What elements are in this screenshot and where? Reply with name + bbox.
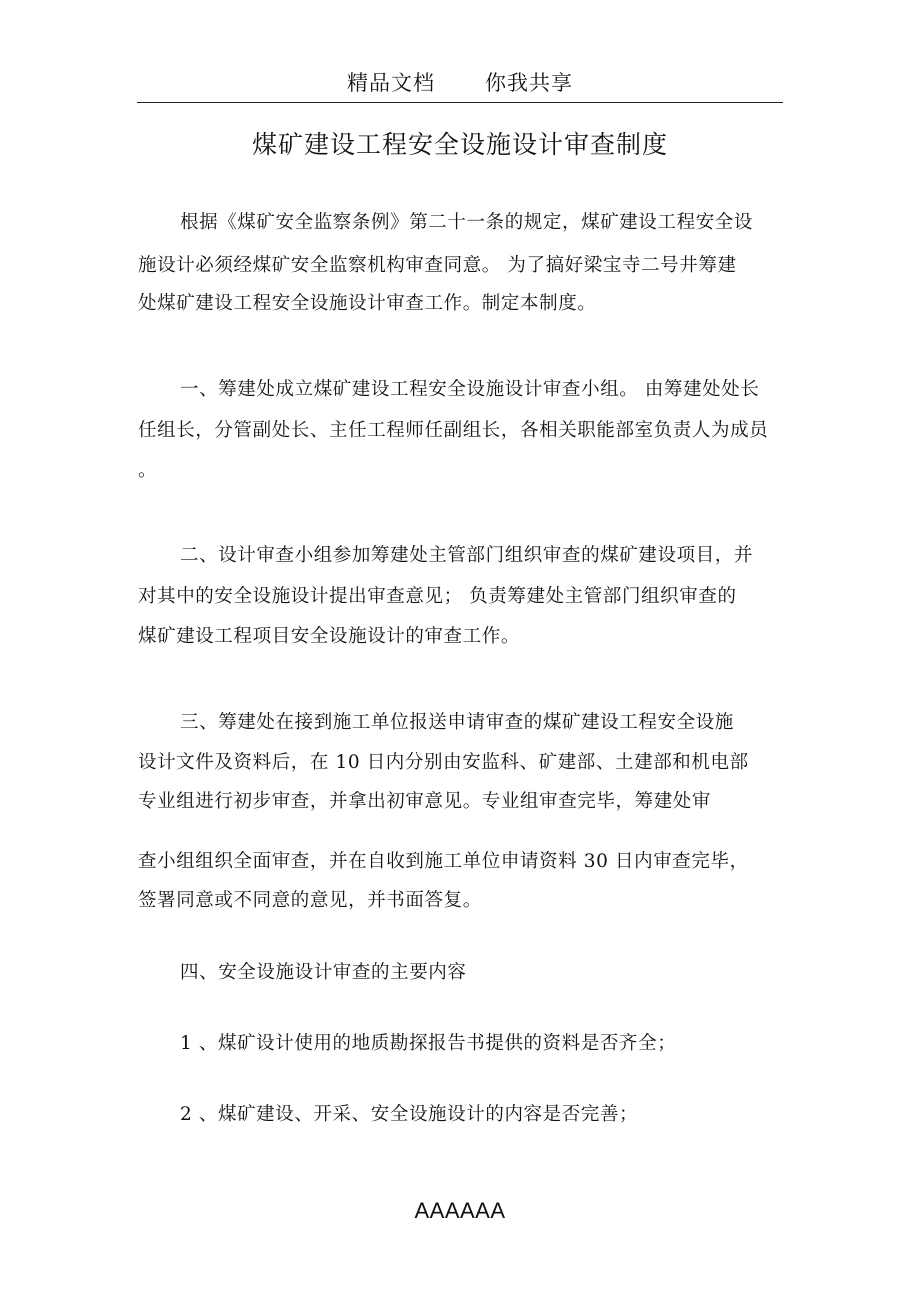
- section-4-heading: 四、安全设施设计审查的主要内容: [180, 962, 467, 983]
- section-3-line-5: 签署同意或不同意的意见，并书面答复。: [138, 890, 482, 911]
- section-3-line-4: 查小组组织全面审查，并在自收到施工单位申请资料 30 日内审查完毕，: [138, 851, 749, 872]
- page-header: [137, 64, 783, 103]
- section-1-line-3: 。: [138, 460, 158, 481]
- paragraph-intro-line-2: 施设计必须经煤矿安全监察机构审查同意。 为了搞好梁宝寺二号井筹建: [138, 255, 737, 276]
- section-1-line-1: 一、筹建处成立煤矿建设工程安全设施设计审查小组。 由筹建处处长: [180, 379, 760, 400]
- section-2-line-1: 二、设计审查小组参加筹建处主管部门组织审查的煤矿建设项目，并: [180, 545, 754, 566]
- paragraph-intro-line-1: 根据《煤矿安全监察条例》第二十一条的规定，煤矿建设工程安全设: [180, 212, 754, 233]
- paragraph-intro-line-3: 处煤矿建设工程安全设施设计审查工作。制定本制度。: [138, 293, 597, 314]
- section-1-line-2: 任组长，分管副处长、主任工程师任副组长，各相关职能部室负责人为成员: [138, 420, 769, 441]
- document-title: 煤矿建设工程安全设施设计审查制度: [251, 130, 668, 159]
- section-3-line-2: 设计文件及资料后，在 10 日内分别由安监科、矿建部、土建部和机电部: [138, 752, 749, 773]
- header-left-text: 精品文档: [347, 71, 435, 95]
- section-3-line-1: 三、筹建处在接到施工单位报送申请审查的煤矿建设工程安全设施: [180, 712, 734, 733]
- section-3-line-3: 专业组进行初步审查，并拿出初审意见。专业组审查完毕，筹建处审: [138, 791, 712, 812]
- section-4-item-2: 2 、煤矿建设、开采、安全设施设计的内容是否完善；: [180, 1104, 639, 1125]
- header-right-text: 你我共享: [485, 71, 573, 95]
- section-2-line-3: 煤矿建设工程项目安全设施设计的审查工作。: [138, 626, 521, 647]
- section-2-line-2: 对其中的安全设施设计提出审查意见； 负责筹建处主管部门组织审查的: [138, 586, 737, 607]
- section-4-item-1: 1 、煤矿设计使用的地质勘探报告书提供的资料是否齐全；: [180, 1033, 677, 1054]
- page-footer: AAAAAA: [414, 1198, 506, 1223]
